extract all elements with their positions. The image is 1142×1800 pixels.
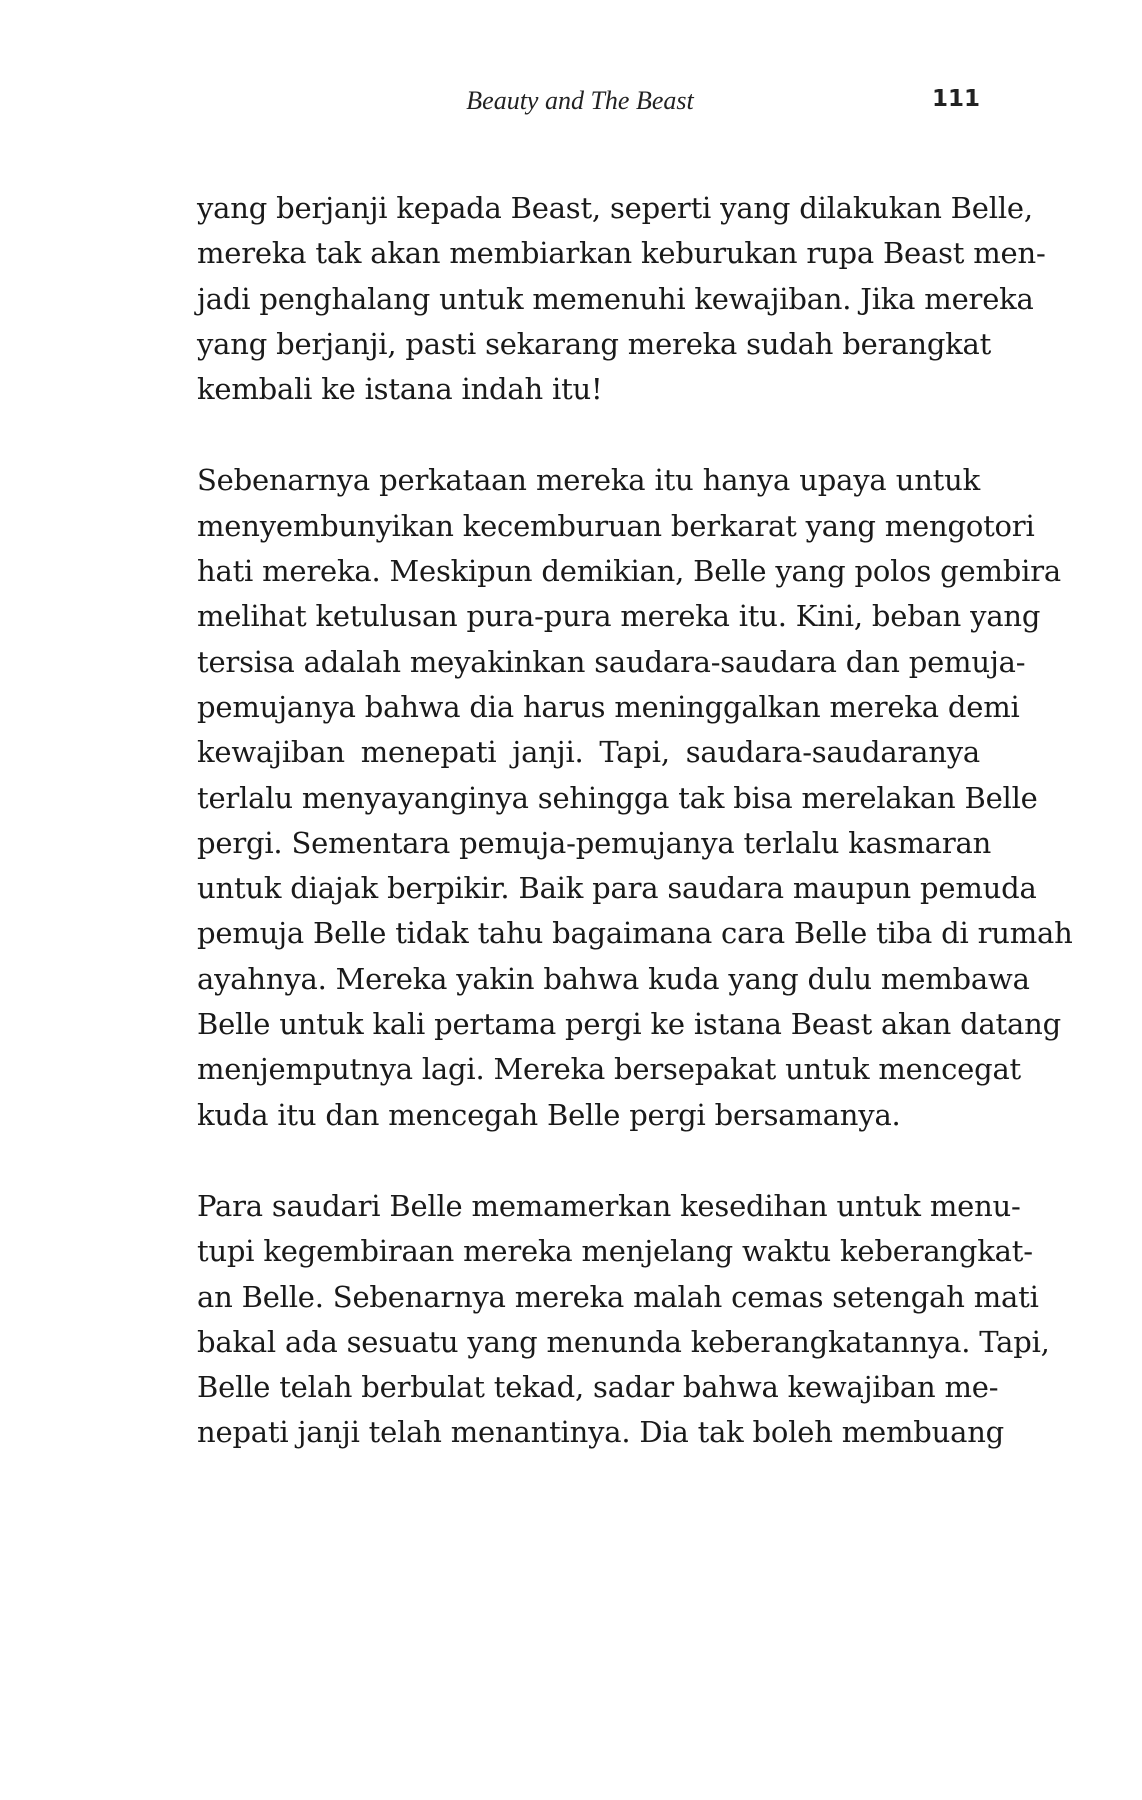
text-line: kembali ke istana indah itu! bbox=[197, 372, 603, 407]
text-line: jadi penghalang untuk memenuhi kewajiban. Jika mereka bbox=[197, 281, 1034, 316]
text-line: terlalu menyayanginya sehingga tak bisa merelakan Belle bbox=[197, 780, 1038, 815]
text-line: pergi. Sementara pemuja-pemujanya terlalu kasmaran bbox=[197, 825, 992, 860]
text-line: Belle telah berbulat tekad, sadar bahwa kewajiban me- bbox=[197, 1370, 999, 1405]
text-line: yang berjanji kepada Beast, seperti yang dilakukan Belle, bbox=[197, 191, 1033, 225]
text-line: hati mereka. Meskipun demikian, Belle yang polos gembira bbox=[197, 554, 1061, 589]
text-line: mereka tak akan membiarkan keburukan rupa Beast men- bbox=[197, 236, 1046, 271]
text-line: Belle untuk kali pertama pergi ke istana Beast akan datang bbox=[197, 1007, 1061, 1042]
running-header bbox=[0, 82, 1142, 122]
text-line: bakal ada sesuatu yang menunda keberangkatannya. Tapi, bbox=[197, 1324, 1050, 1359]
text-line: pemujanya bahwa dia harus meninggalkan mereka demi bbox=[197, 689, 1020, 724]
text-line: nepati janji telah menantinya. Dia tak boleh membuang bbox=[197, 1415, 1005, 1450]
text-line: menjemputnya lagi. Mereka bersepakat untuk mencegat bbox=[197, 1052, 1022, 1087]
paragraph-gap bbox=[197, 412, 980, 458]
paragraph-1 bbox=[197, 186, 1046, 412]
text-line: Sebenarnya perkataan mereka itu hanya upaya untuk bbox=[197, 463, 980, 498]
paragraph-2 bbox=[197, 458, 1073, 1137]
text-line: melihat ketulusan pura-pura mereka itu. Kini, beban yang bbox=[197, 599, 1041, 634]
text-line: yang berjanji, pasti sekarang mereka sudah berangkat bbox=[197, 326, 992, 361]
text-line: tersisa adalah meyakinkan saudara-saudara dan pemuja- bbox=[197, 644, 1026, 679]
text-line: untuk diajak berpikir. Baik para saudara maupun pemuda bbox=[197, 871, 1037, 906]
book-title: Beauty and The Beast bbox=[466, 86, 694, 115]
paragraph-3 bbox=[197, 1184, 1050, 1456]
text-line: Para saudari Belle memamerkan kesedihan untuk menu- bbox=[197, 1188, 1021, 1223]
page-number: 111 bbox=[931, 86, 980, 112]
paragraph-gap bbox=[197, 1138, 980, 1184]
text-line: an Belle. Sebenarnya mereka malah cemas setengah mati bbox=[197, 1279, 1039, 1314]
text-line: kewajiban menepati janji. Tapi, saudara-saudaranya bbox=[197, 735, 980, 770]
text-line: kuda itu dan mencegah Belle pergi bersamanya. bbox=[197, 1097, 901, 1132]
text-line: pemuja Belle tidak tahu bagaimana cara Belle tiba di rumah bbox=[197, 916, 1073, 951]
text-line: ayahnya. Mereka yakin bahwa kuda yang dulu membawa bbox=[197, 961, 1030, 996]
page-text bbox=[197, 186, 1073, 1456]
text-line: tupi kegembiraan mereka menjelang waktu keberangkat- bbox=[197, 1234, 1033, 1269]
text-line: menyembunyikan kecemburuan berkarat yang mengotori bbox=[197, 508, 1035, 543]
